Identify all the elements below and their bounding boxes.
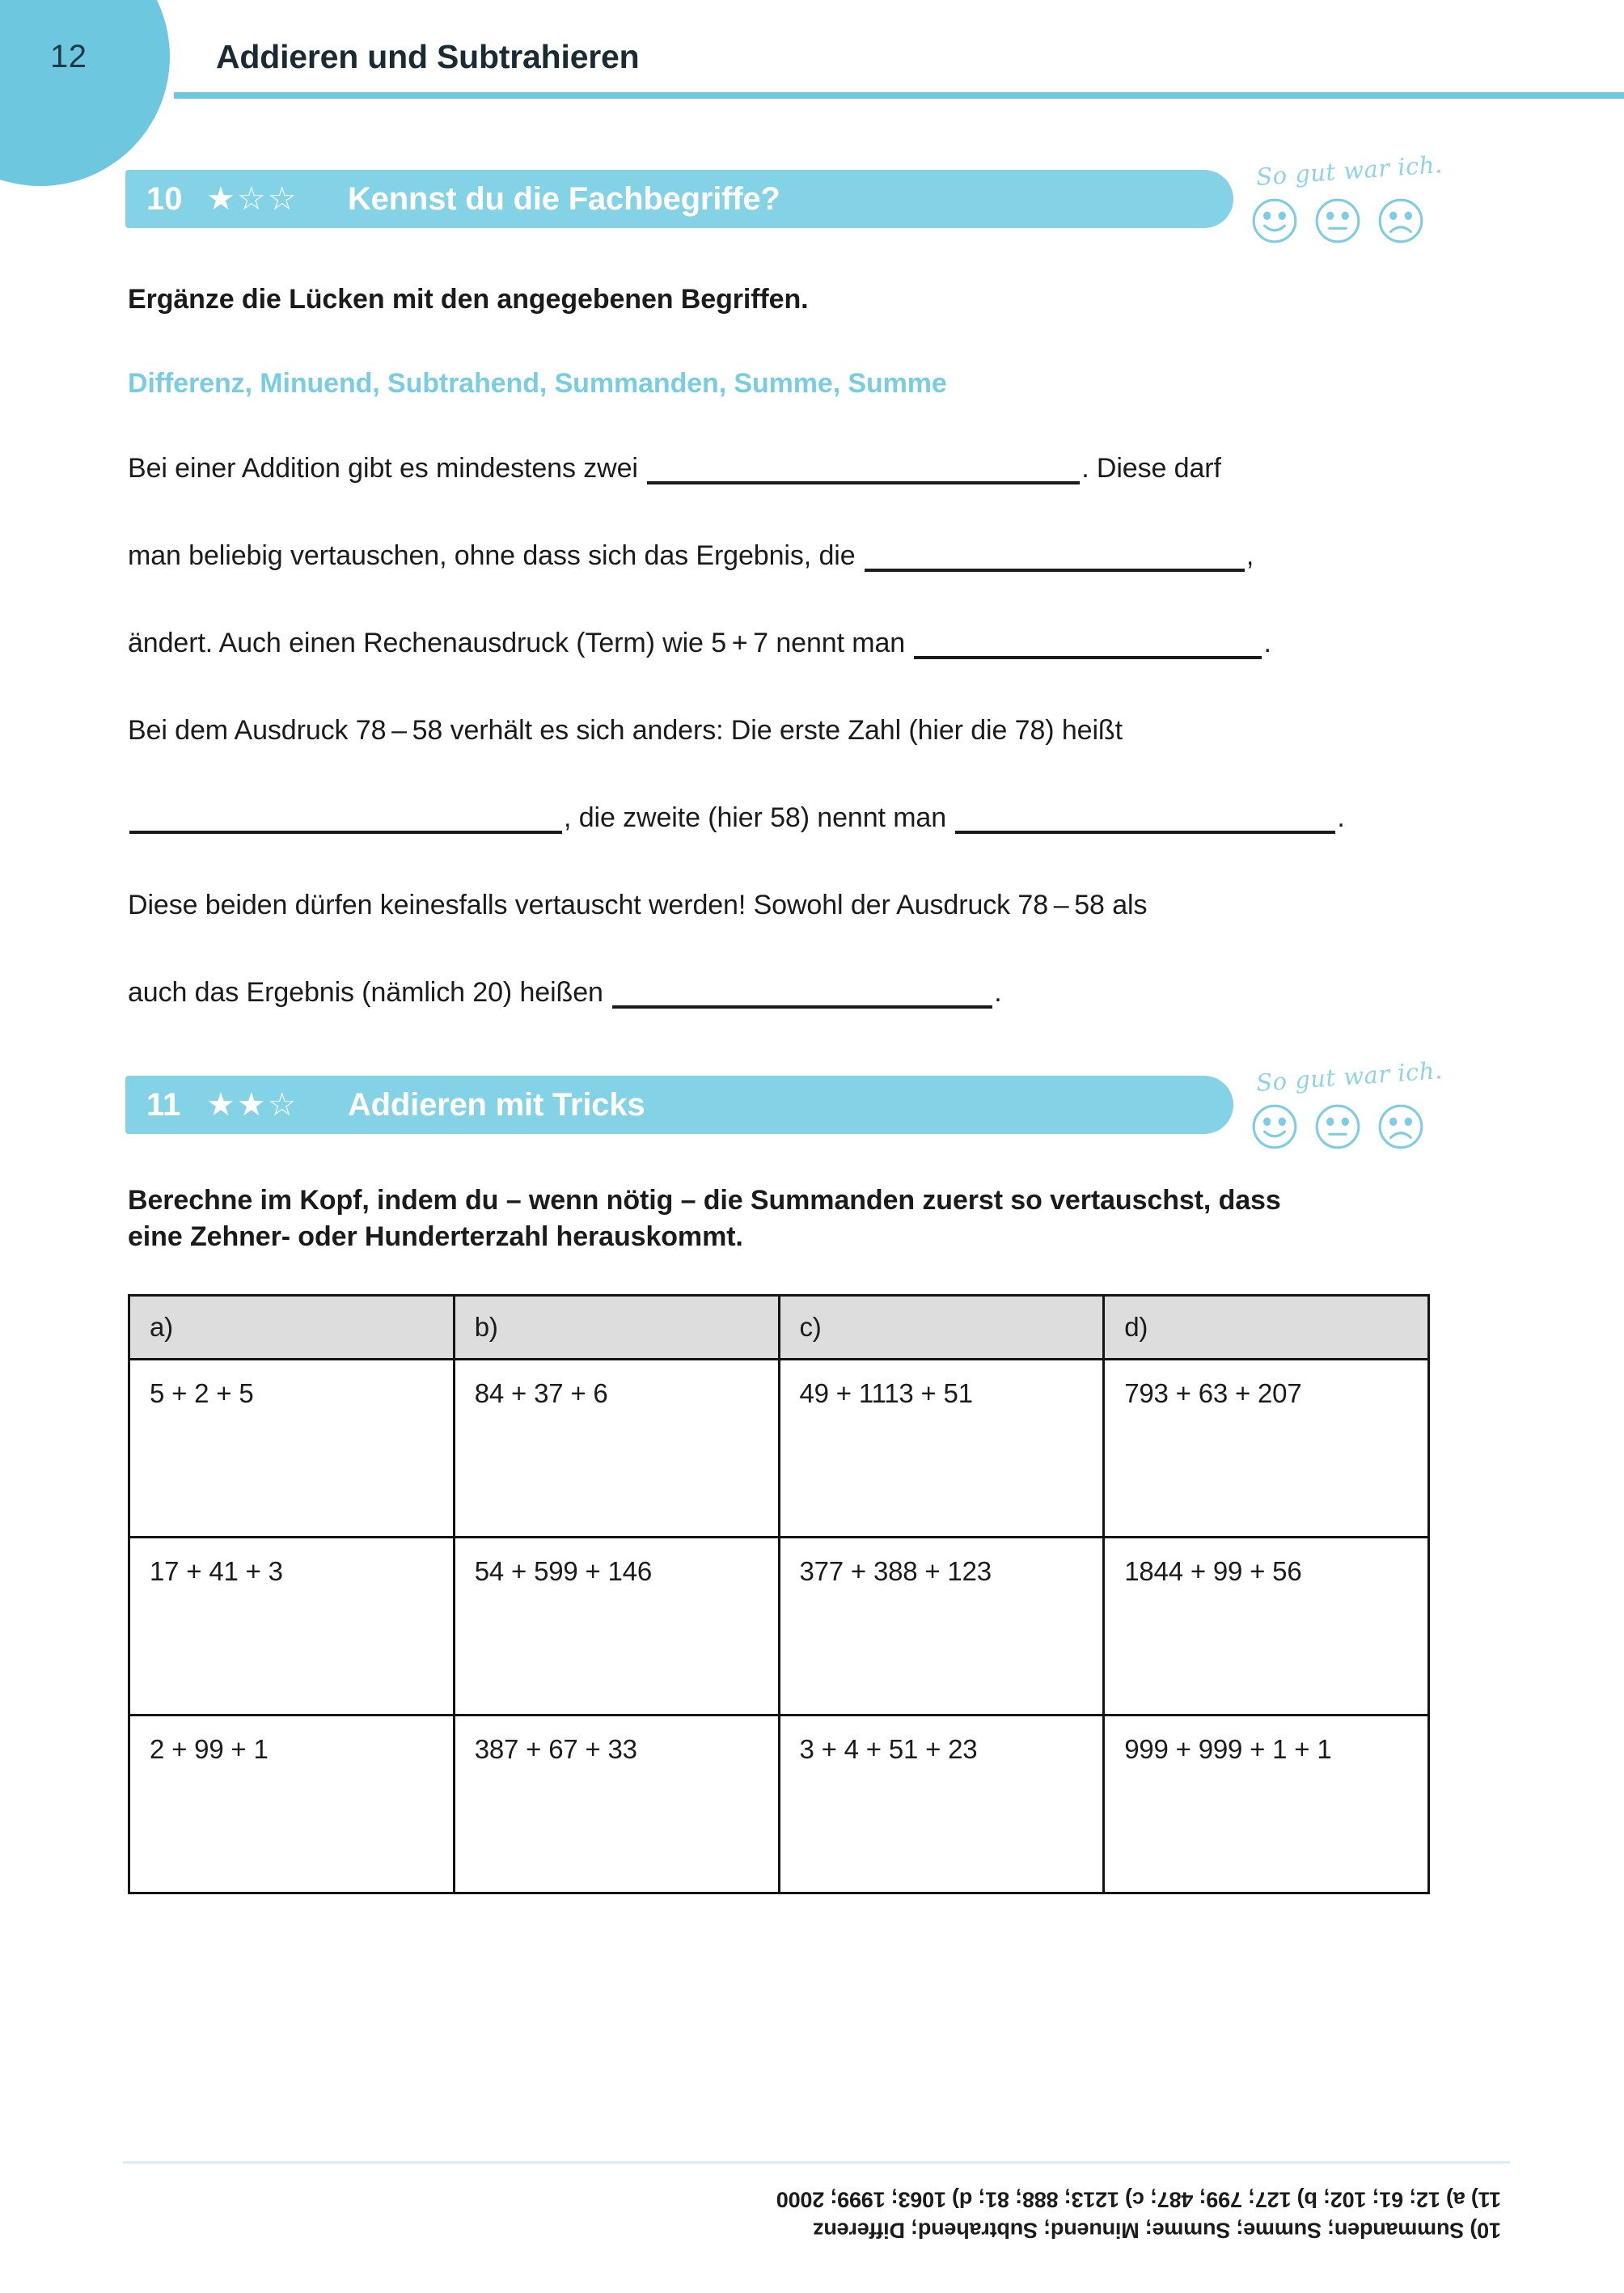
star-filled-icon: ★	[206, 181, 235, 217]
self-rating-11[interactable]	[1250, 1056, 1508, 1194]
gap-sentence-line-2[interactable]	[128, 540, 1254, 572]
footer-divider	[123, 2161, 1510, 2164]
gap-text-static: Diese beiden dürfen keinesfalls vertauscht werden! Sowohl der Ausdruck 78 – 58 als	[128, 890, 1148, 920]
star-outline-icon: ☆	[267, 181, 297, 217]
exercise-number-11: 11	[146, 1086, 181, 1123]
gap-sentence-line-4	[128, 715, 1123, 747]
instruction-11	[128, 1182, 1551, 1255]
gap-sentence-line-5[interactable]	[128, 802, 1345, 834]
star-filled-icon: ★	[206, 1087, 235, 1123]
page-number: 12	[50, 39, 87, 74]
gap-text-before: auch das Ergebnis (nämlich 20) heißen	[128, 977, 611, 1008]
column-header-a: a)	[129, 1296, 455, 1360]
gap-text-after: ,	[1245, 540, 1254, 571]
table-row	[129, 1538, 1429, 1716]
table-cell[interactable]: 5 + 2 + 5	[129, 1360, 455, 1538]
gap-sentence-line-7[interactable]	[128, 977, 1002, 1009]
exercise-title-11: Addieren mit Tricks	[348, 1086, 645, 1123]
neutral-face-icon[interactable]	[1313, 196, 1363, 246]
rating-faces[interactable]	[1250, 196, 1426, 246]
column-header-b: b)	[454, 1296, 779, 1360]
exercise-number-10: 10	[146, 180, 183, 217]
table-cell[interactable]: 387 + 67 + 33	[454, 1716, 779, 1893]
sad-face-icon[interactable]	[1376, 196, 1426, 246]
table-cell[interactable]: 1844 + 99 + 56	[1104, 1538, 1429, 1716]
calculation-table	[128, 1294, 1430, 1894]
difficulty-stars-11	[206, 1089, 348, 1121]
answer-blank-differenz[interactable]	[612, 978, 992, 1009]
table-cell[interactable]: 54 + 599 + 146	[454, 1538, 779, 1716]
wordbank-10: Differenz, Minuend, Subtrahend, Summanden, Summe, Summe	[128, 368, 947, 399]
neutral-face-icon[interactable]	[1313, 1102, 1363, 1152]
gap-text-after: .	[1337, 802, 1345, 833]
rating-caption: So gut war ich.	[1255, 150, 1444, 192]
table-cell[interactable]: 49 + 1113 + 51	[779, 1360, 1104, 1538]
column-header-d: d)	[1104, 1296, 1429, 1360]
rating-caption: So gut war ich.	[1255, 1056, 1444, 1098]
table-row	[129, 1360, 1429, 1538]
table-header-row	[129, 1296, 1429, 1360]
exercise-title-10: Kennst du die Fachbegriffe?	[348, 180, 780, 217]
table-cell[interactable]: 793 + 63 + 207	[1104, 1360, 1429, 1538]
gap-text-after: .	[994, 977, 1002, 1008]
table-cell[interactable]: 84 + 37 + 6	[454, 1360, 779, 1538]
gap-text-after: .	[1263, 628, 1271, 658]
gap-text-before: Bei einer Addition gibt es mindestens zwei	[128, 453, 646, 484]
sad-face-icon[interactable]	[1376, 1102, 1426, 1152]
star-filled-icon: ★	[236, 1087, 266, 1123]
happy-face-icon[interactable]	[1250, 1102, 1300, 1152]
page-marker-circle	[0, 0, 170, 186]
answer-blank-subtrahend[interactable]	[955, 803, 1335, 834]
exercise-header-10	[125, 170, 1233, 228]
table-cell[interactable]: 17 + 41 + 3	[129, 1538, 455, 1716]
instruction-11-line2: eine Zehner- oder Hunderterzahl herauskommt.	[128, 1221, 743, 1252]
self-rating-10[interactable]	[1250, 150, 1508, 288]
column-header-c: c)	[779, 1296, 1104, 1360]
gap-text-before: man beliebig vertauschen, ohne dass sich das Ergebnis, die	[128, 540, 863, 571]
table-cell[interactable]: 377 + 388 + 123	[779, 1538, 1104, 1716]
happy-face-icon[interactable]	[1250, 196, 1300, 246]
instruction-10: Ergänze die Lücken mit den angegebenen Begriffen.	[128, 284, 809, 315]
table-cell[interactable]: 999 + 999 + 1 + 1	[1104, 1716, 1429, 1893]
chapter-title: Addieren und Subtrahieren	[216, 38, 640, 75]
star-outline-icon: ☆	[236, 181, 266, 217]
answer-blank-summe-2[interactable]	[914, 628, 1262, 659]
gap-text-middle: , die zweite (hier 58) nennt man	[564, 802, 954, 833]
answer-blank-summe-1[interactable]	[865, 541, 1245, 572]
instruction-11-line1: Berechne im Kopf, indem du – wenn nötig – die Summanden zuerst so vertauschst, dass	[128, 1185, 1281, 1216]
answer-key-line-11: 11) a) 12; 61; 102; b) 127; 799; 487; c) 1213; 888; 81; d) 1063; 1999; 2000	[776, 2187, 1501, 2212]
answer-blank-summanden[interactable]	[647, 454, 1080, 484]
gap-sentence-line-6	[128, 890, 1147, 921]
gap-text-after: . Diese darf	[1081, 453, 1221, 484]
gap-text-before: ändert. Auch einen Rechenausdruck (Term) wie 5 + 7 nennt man	[128, 628, 913, 658]
table-cell[interactable]: 2 + 99 + 1	[129, 1716, 455, 1893]
header-divider	[174, 92, 1624, 99]
gap-sentence-line-3[interactable]	[128, 628, 1271, 659]
answer-key	[547, 2184, 1501, 2246]
gap-text-static: Bei dem Ausdruck 78 – 58 verhält es sich anders: Die erste Zahl (hier die 78) heißt	[128, 715, 1123, 746]
exercise-header-11	[125, 1076, 1233, 1134]
answer-key-line-10: 10) Summanden; Summe; Summe; Minuend; Subtrahend; Differenz	[813, 2218, 1501, 2243]
table-row	[129, 1716, 1429, 1893]
difficulty-stars-10	[206, 183, 348, 215]
rating-faces[interactable]	[1250, 1102, 1426, 1152]
star-outline-icon: ☆	[267, 1087, 297, 1123]
answer-blank-minuend[interactable]	[129, 803, 562, 834]
table-cell[interactable]: 3 + 4 + 51 + 23	[779, 1716, 1104, 1893]
gap-sentence-line-1[interactable]	[128, 453, 1221, 484]
